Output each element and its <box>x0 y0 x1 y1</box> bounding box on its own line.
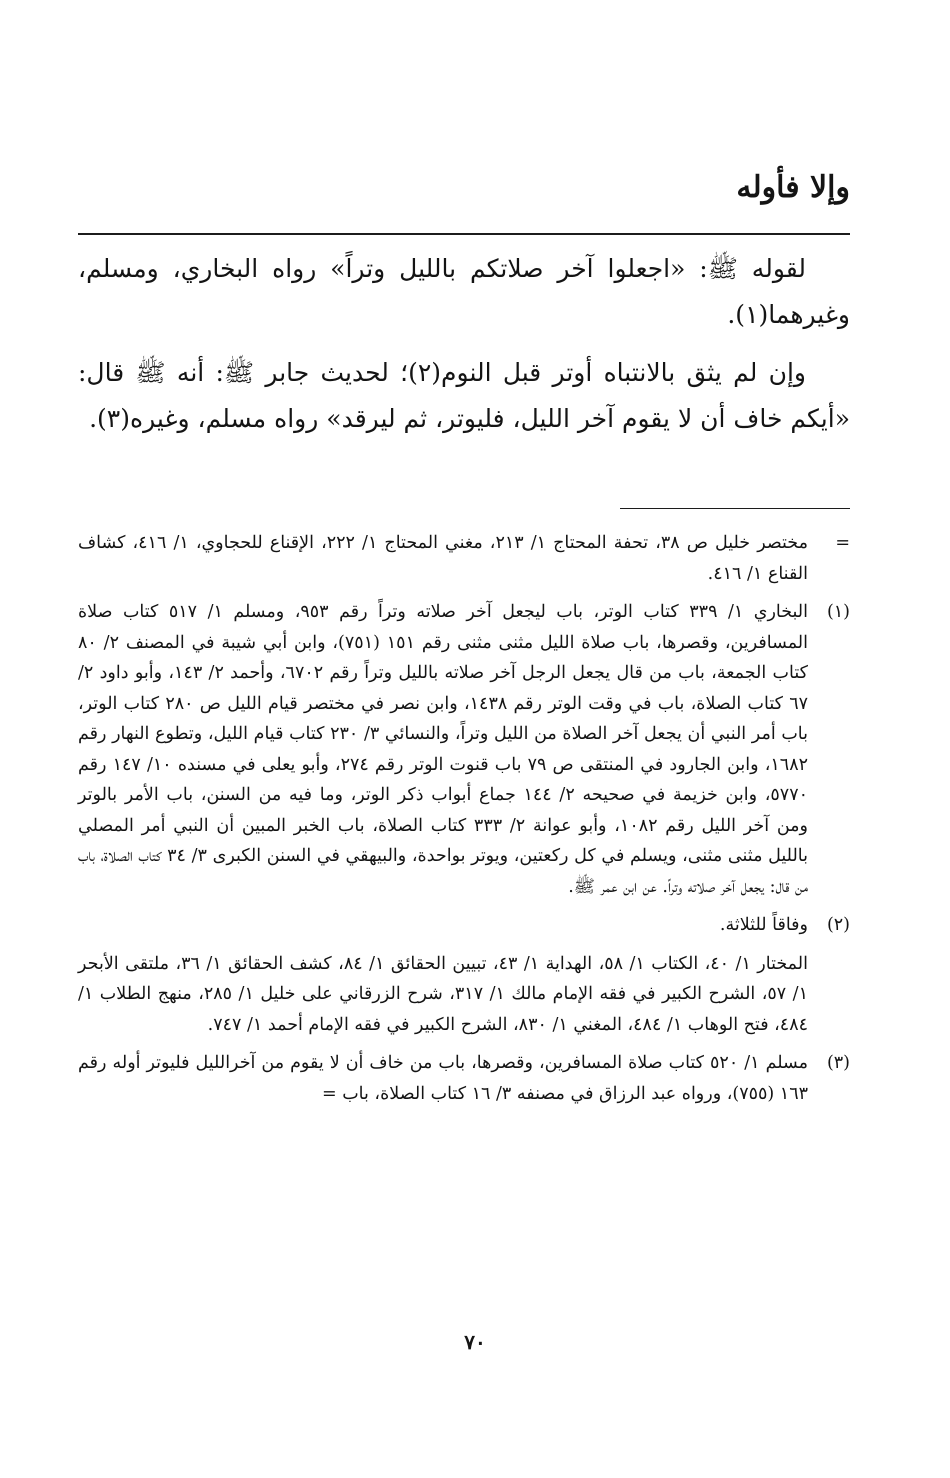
footnote-text: البخاري ١/ ٣٣٩ كتاب الوتر، باب ليجعل آخر صلاته وتراً رقم ٩٥٣، ومسلم ١/ ٥١٧ كتاب صلاة المسافرين، وقصرها، باب صلاة الليل مثنى مثنى رقم ١٥١ (٧٥١)، وابن أبي شيبة في المصنف ٢/ ٨٠ كتاب الجمعة، باب من قال يجعل الرجل آخر صلاته بالليل وتراً رقم ٦٧٠٢، وأحمد ٢/ ١٤٣، وأبو داود ٢/ ٦٧ كتاب الصلاة، باب في وقت الوتر رقم ١٤٣٨، وابن نصر في مختصر قيام الليل ص ٢٨٠ كتاب الوتر، باب أمر النبي أن يجعل آخر الصلاة من الليل وتراً، والنسائي ٣/ ٢٣٠ كتاب قيام الليل، وتطوع النهار رقم ١٦٨٢، وابن الجارود في المنتقى ص ٧٩ باب قنوت الوتر رقم ٢٧٤، وأبو يعلى في مسنده ١٠/ ١٤٧ رقم ٥٧٧٠، وابن خزيمة في صحيحه ٢/ ١٤٤ جماع أبواب ذكر الوتر، وما فيه من السنن، باب الأمر بالوتر ومن آخر الليل رقم ١٠٨٢، وأبو عوانة ٢/ ٣٣٣ كتاب الصلاة، باب الخبر المبين أن النبي أمر المصلي بالليل مثنى مثنى، ويسلم في كل ركعتين، ويوتر بواحدة، والبيهقي في السنن الكبرى ٣/ ٣٤ كتاب الصلاة، باب من قال: يجعل آخر صلاته وتراً. عن ابن عمر ﷺ. <box>78 602 809 897</box>
footnote-text: وفاقاً للثلاثة. <box>719 915 808 935</box>
footnote-text: المختار ١/ ٤٠، الكتاب ١/ ٥٨، الهداية ١/ ٤٣، تبيين الحقائق ١/ ٨٤، كشف الحقائق ١/ ٣٦، ملتقى الأبحر ١/ ٥٧، الشرح الكبير في فقه الإمام مالك ١/ ٣١٧، شرح الزرقاني على خليل ١/ ٢٨٥، منهج الطلاب ١/ ٤٨٤، فتح الوهاب ١/ ٤٨٤، المغني ١/ ٨٣٠، الشرح الكبير في فقه الإمام أحمد ١/ ٧٤٧. <box>78 953 808 1035</box>
footnotes <box>78 528 850 1117</box>
main-text <box>78 246 850 442</box>
footnote-3 <box>78 1048 850 1109</box>
footnote-text: مسلم ١/ ٥٢٠ كتاب صلاة المسافرين، وقصرها، باب من خاف أن لا يقوم من آخرالليل فليوتر أوله رقم ١٦٣ (٧٥٥)، ورواه عبد الرزاق في مصنفه ٣/ ١٦ كتاب الصلاة، باب = <box>78 1053 808 1104</box>
footnote-2 <box>78 910 850 1040</box>
footnote-mark: (١) <box>826 602 850 622</box>
header-rule <box>78 233 850 235</box>
running-head: وإلا فأوله <box>736 170 850 205</box>
main-paragraph: وإن لم يثق بالانتباه أوتر قبل النوم(٢)؛ لحديث جابر ﷺ: أنه ﷺ قال: «أيكم خاف أن لا يقوم آخر الليل، فليوتر، ثم ليرقد» رواه مسلم، وغيره(٣). <box>78 358 850 433</box>
footnote-text: مختصر خليل ص ٣٨، تحفة المحتاج ١/ ٢١٣، مغني المحتاج ١/ ٢٢٢، الإقناع للحجاوي، ١/ ٤١٦، كشاف القناع ١/ ٤١٦. <box>78 533 808 584</box>
footnote-mark: (٢) <box>826 915 850 935</box>
footnote-1 <box>78 597 850 902</box>
footnote-body <box>78 597 808 902</box>
footnote-mark: (٣) <box>826 1053 850 1073</box>
footnote-continuation <box>78 528 850 589</box>
footnote-body <box>78 910 808 1040</box>
page-number: ٧٠ <box>464 1330 486 1354</box>
footnote-body <box>78 1048 808 1109</box>
main-paragraph: لقوله ﷺ: «اجعلوا آخر صلاتكم بالليل وتراً» رواه البخاري، ومسلم، وغيرهما(١). <box>78 254 850 329</box>
footnote-mark: = <box>835 533 850 553</box>
footnote-body <box>78 528 808 589</box>
footnote-rule <box>620 508 850 509</box>
